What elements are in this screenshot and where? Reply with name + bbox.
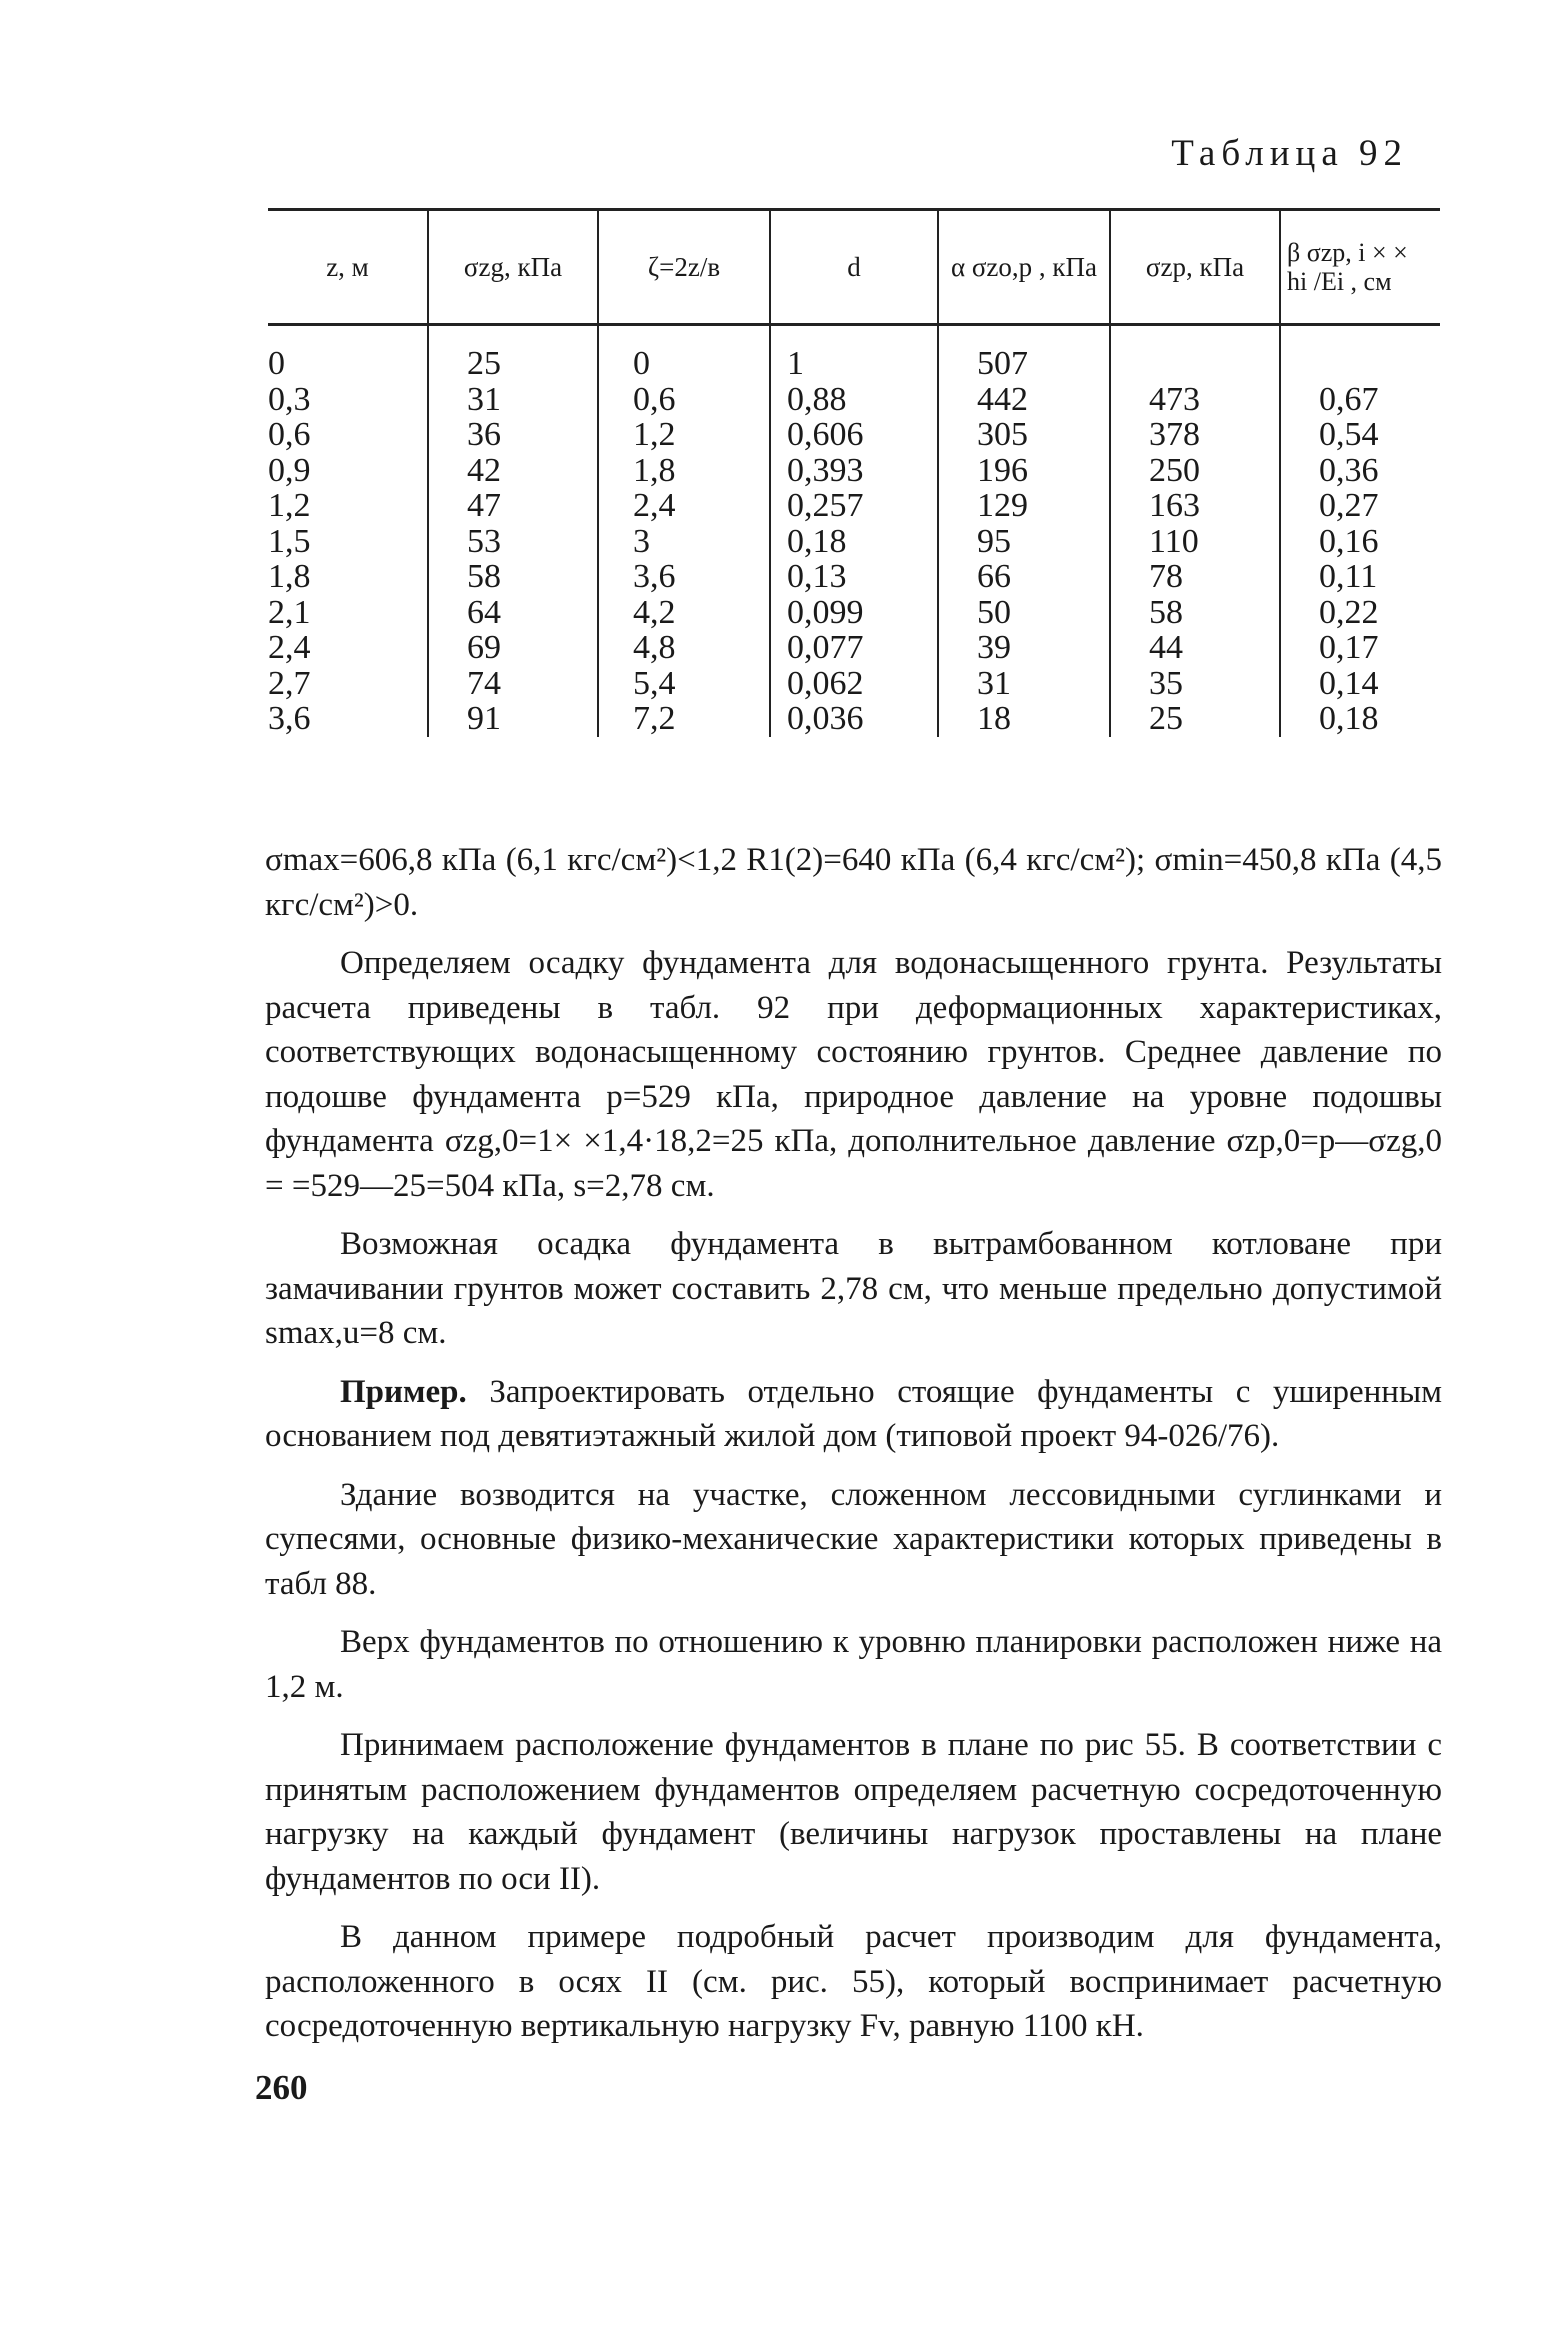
column-sigma-zp: 473 378 250 163 110 78 58 44 35 25 <box>1110 346 1280 737</box>
example-text: Запроектировать отдельно стоящие фундаменты с уширенным основанием под девятиэтажный жилой дом (типовой проект 94-026/76). <box>265 1373 1443 1454</box>
column-d: 1 0,88 0,606 0,393 0,257 0,18 0,13 0,099 0,077 0,062 0,036 <box>770 346 938 737</box>
column-settlement: 0,67 0,54 0,36 0,27 0,16 0,11 0,22 0,17 0,14 0,18 <box>1280 346 1440 737</box>
table-body-row <box>268 346 1440 737</box>
paragraph-stress-check: σmax=606,8 кПа (6,1 кгс/см²)<1,2 R1(2)=640 кПа (6,4 кгс/см²); σmin=450,8 кПа (4,5 кгс/см²)>0. <box>265 842 1442 923</box>
data-table <box>268 208 1440 737</box>
column-alpha-sigma: 507 442 305 196 129 95 66 50 39 31 18 <box>938 346 1110 737</box>
header-settlement: β σzp, i × × hi /Ei , см <box>1280 210 1440 325</box>
column-zeta: 0 0,6 1,2 1,8 2,4 3 3,6 4,2 4,8 5,4 7,2 <box>598 346 770 737</box>
table-spacer-row <box>268 325 1440 347</box>
header-alpha-sigma: α σzo,p , кПа <box>938 210 1110 325</box>
paragraph-foundation-level: Верх фундаментов по отношению к уровню планировки расположен ниже на 1,2 м. <box>265 1624 1442 1705</box>
paragraph-settlement: Определяем осадку фундамента для водонасыщенного грунта. Результаты расчета приведены в табл. 92 при деформационных характеристиках, соответствующих водонасыщенному состоянию грунтов. Среднее давление по подошве фундамента p=529 кПа, природное давление на уровне подошвы фундамента σzg,0=1× ×1,4·18,2=25 кПа, дополнительное давление σzp,0=p—σzg,0 = =529—25=504 кПа, s=2,78 см. <box>265 945 1442 1204</box>
header-sigma-zg: σzg, кПа <box>428 210 598 325</box>
paragraph-example <box>265 1370 1442 1459</box>
table-header-row <box>268 210 1440 325</box>
paragraph-possible-settlement: Возможная осадка фундамента в вытрамбованном котловане при замачивании грунтов может составить 2,78 см, что меньше предельно допустимой smax,u=8 см. <box>265 1226 1442 1351</box>
header-d: d <box>770 210 938 325</box>
paragraph-calculation: В данном примере подробный расчет производим для фундамента, расположенного в осях II (см. рис. 55), который воспринимает расчетную сосредоточенную вертикальную нагрузку Fv, равную 1100 кН. <box>265 1919 1442 2044</box>
settlement-table <box>268 208 1440 737</box>
paragraph-layout: Принимаем расположение фундаментов в плане по рис 55. В соответствии с принятым расположением фундаментов определяем расчетную сосредоточенную нагрузку на каждый фундамент (величины нагрузок проставлены на плане фундаментов по оси II). <box>265 1727 1442 1897</box>
column-sigma-zg: 25 31 36 42 47 53 58 64 69 74 91 <box>428 346 598 737</box>
body-text <box>265 838 1442 2063</box>
header-zeta: ζ=2z/в <box>598 210 770 325</box>
page-number: 260 <box>255 2068 308 2107</box>
example-label: Пример. <box>340 1373 467 1410</box>
column-z: 0 0,3 0,6 0,9 1,2 1,5 1,8 2,1 2,4 2,7 3,6 <box>268 345 311 737</box>
header-z: z, м <box>268 210 428 325</box>
paragraph-site: Здание возводится на участке, сложенном лессовидными суглинками и супесями, основные физико-механические характеристики которых приведены в табл 88. <box>265 1476 1442 1602</box>
header-sigma-zp: σzp, кПа <box>1110 210 1280 325</box>
table-caption: Таблица 92 <box>1171 133 1408 174</box>
